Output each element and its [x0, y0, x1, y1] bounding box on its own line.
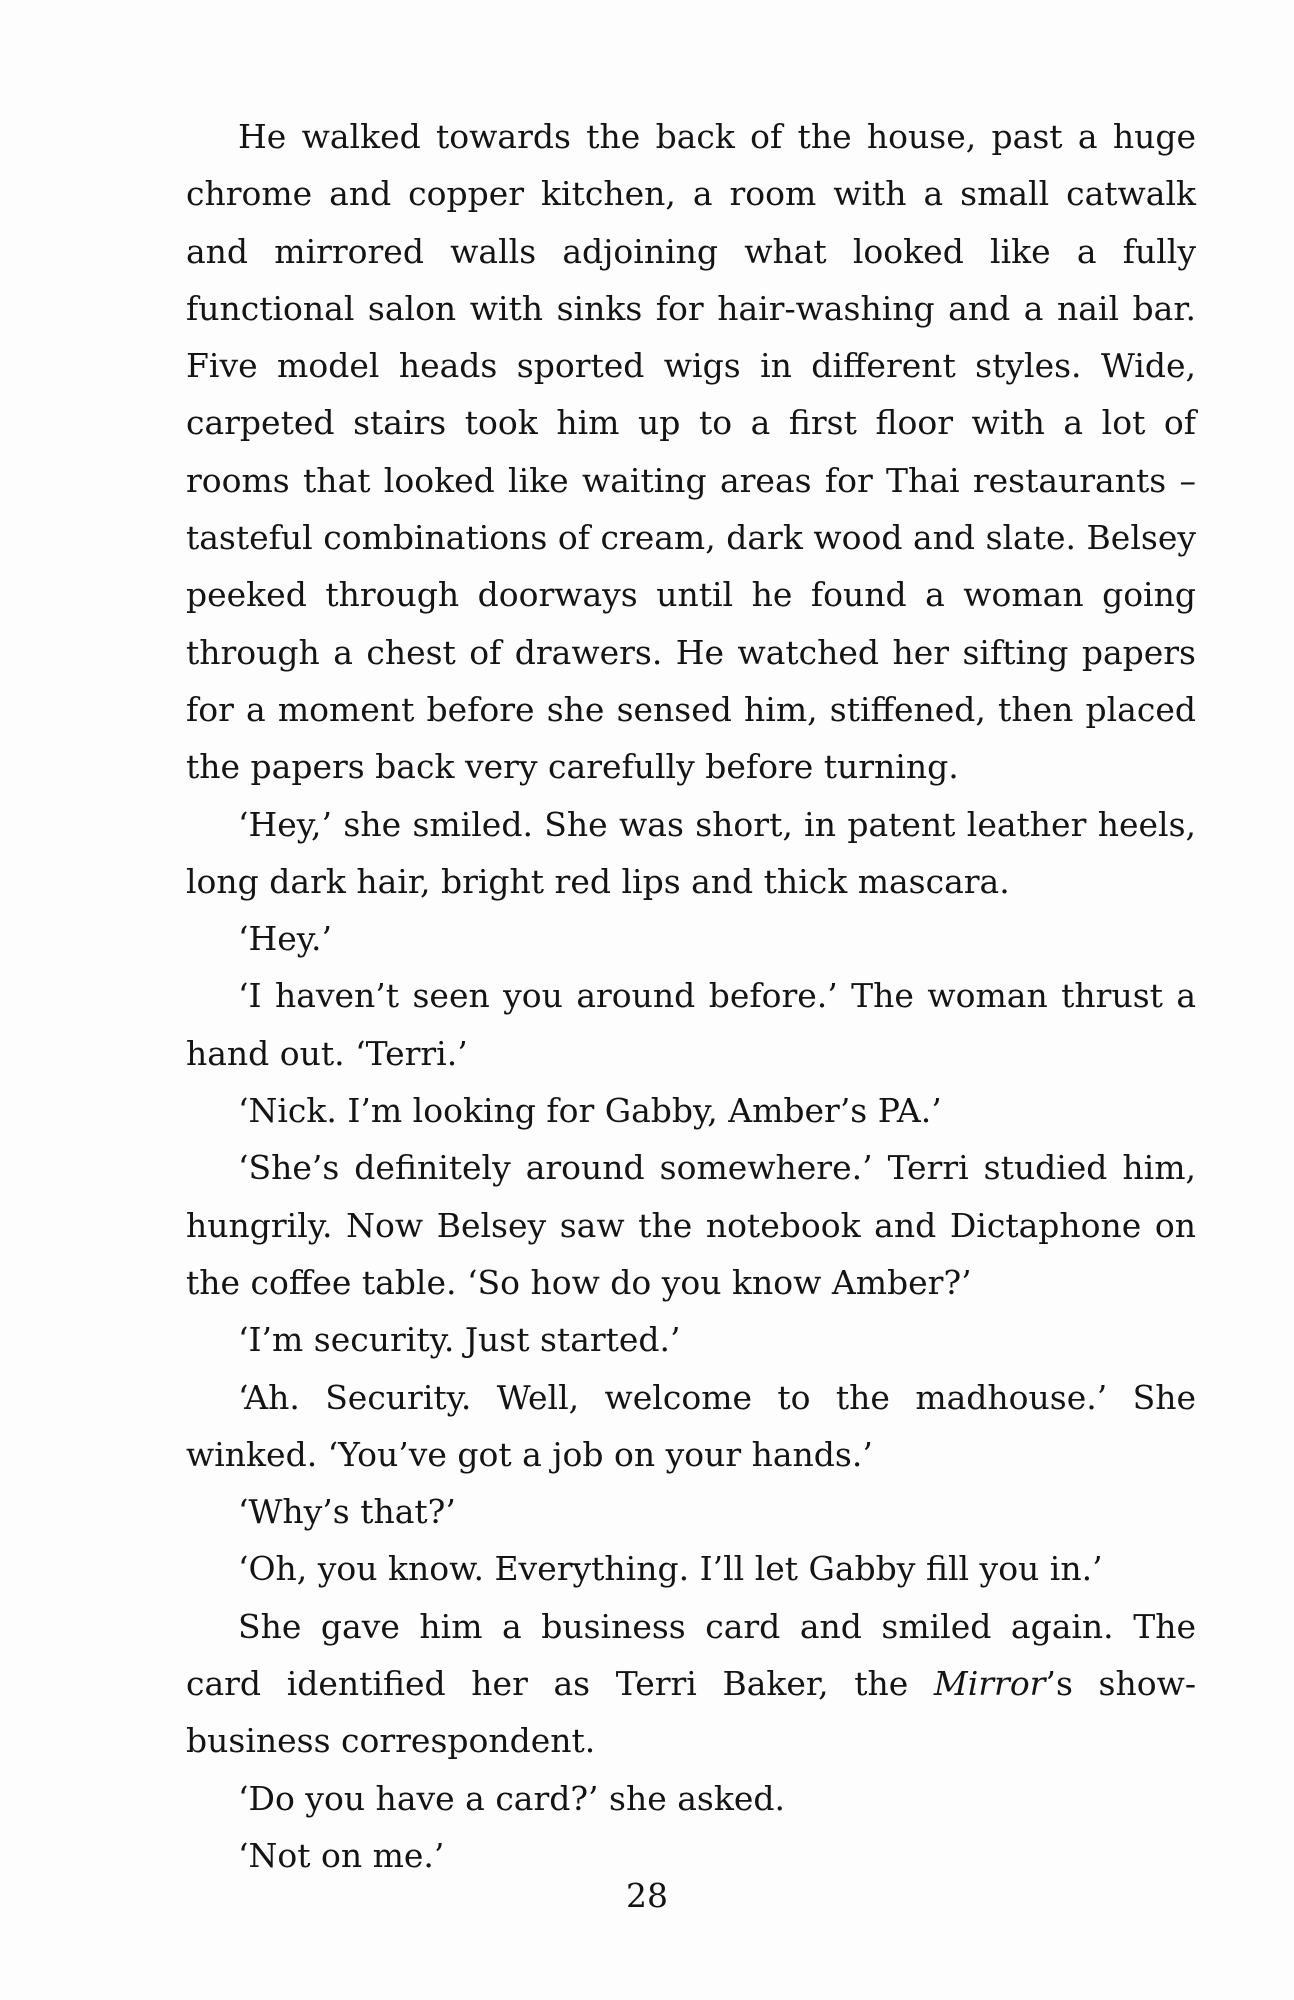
paragraph-everything: ‘Oh, you know. Everything. I’ll let Gabby fill you in.’: [238, 1549, 1103, 1589]
paragraph-terri-description: ‘Hey,’ she smiled. She was short, in patent leather heels, long dark hair, bright red lips and thick mascara.: [186, 804, 1196, 901]
card-text-after: ’s show-business correspondent.: [186, 1664, 1196, 1761]
paragraph-house-walkthrough: He walked towards the back of the house, past a huge chrome and copper kitchen, a room with a small catwalk and mirrored walls adjoining what looked like a fully functional salon with sinks for hair-washing and a nail bar. Five model heads sported wigs in different styles. Wide, carpeted stairs took him up to a first floor with a lot of rooms that looked like waiting areas for Thai restaurants – tasteful combinations of cream, dark wood and slate. Belsey peeked through doorways until he found a woman going through a chest of drawers. He watched her sifting papers for a moment before she sensed him, stiffened, then placed the papers back very carefully before turning.: [186, 117, 1196, 787]
paragraph-madhouse: ‘Ah. Security. Well, welcome to the madhouse.’ She winked. ‘You’ve got a job on your hands.’: [186, 1377, 1196, 1474]
paragraph-whys-that: ‘Why’s that?’: [238, 1492, 456, 1532]
paragraph-nick-intro: ‘Nick. I’m looking for Gabby, Amber’s PA.’: [238, 1091, 942, 1131]
paragraph-terri-studies: ‘She’s definitely around somewhere.’ Terri studied him, hungrily. Now Belsey saw the notebook and Dictaphone on the coffee table. ‘So how do you know Amber?’: [186, 1148, 1196, 1302]
page-number: 28: [626, 1876, 668, 1915]
paragraph-hey-reply: ‘Hey.’: [238, 919, 333, 959]
paragraph-not-on-me: ‘Not on me.’: [238, 1835, 445, 1875]
paragraph-terri-intro: ‘I haven’t seen you around before.’ The woman thrust a hand out. ‘Terri.’: [186, 976, 1196, 1073]
paragraph-security: ‘I’m security. Just started.’: [238, 1320, 681, 1360]
card-text-before: She gave him a business card and smiled again. The card identified her as Terri Baker, the: [186, 1606, 1196, 1704]
page-body-text: [186, 108, 1196, 1884]
newspaper-title: Mirror: [933, 1664, 1046, 1704]
paragraph-business-card: [186, 1598, 1196, 1770]
paragraph-card-question: ‘Do you have a card?’ she asked.: [238, 1778, 785, 1818]
